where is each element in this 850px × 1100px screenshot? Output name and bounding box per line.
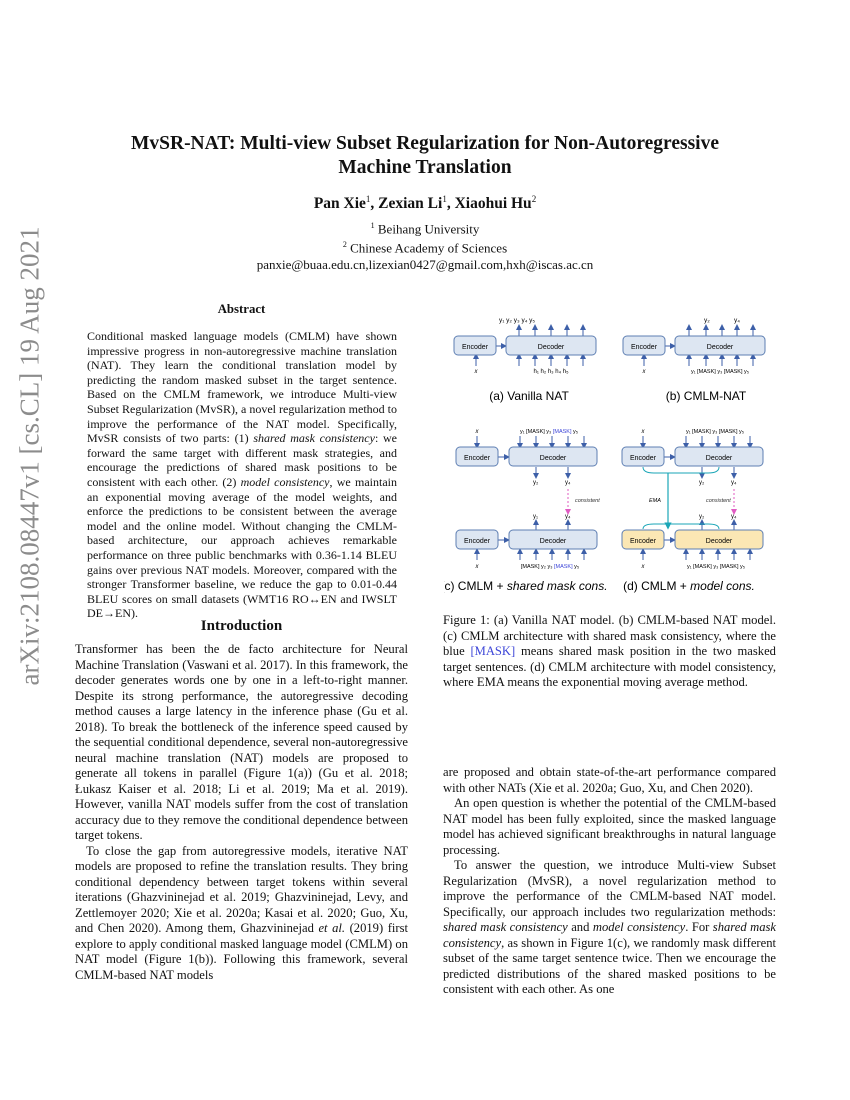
subcaption-c [444, 579, 608, 593]
panel-d [622, 429, 763, 570]
paragraph [443, 858, 776, 998]
paragraph-emphasis: model consistency [592, 920, 686, 934]
author-list: Pan Xie$^1$, Zexian Li$^1$, Xiaohui Hu$^2$ [313, 194, 537, 213]
author-name: Zexian Li [378, 195, 443, 213]
paragraph [75, 844, 408, 984]
y-tokens: y₄ [734, 317, 740, 324]
right-column-body [443, 765, 776, 998]
author-name: Xiaohui Hu [454, 195, 532, 213]
paragraph-text: . For [685, 920, 713, 934]
affiliation-2 [80, 237, 770, 256]
author-name: Pan Xie [313, 195, 366, 213]
panel-b [623, 317, 765, 375]
subcaption-text: (d) CMLM + [623, 579, 691, 593]
x-token: x [642, 369, 646, 375]
encoder-label: Encoder [629, 538, 657, 545]
x-token: x [641, 429, 645, 435]
affiliation-1 [80, 218, 770, 237]
arxiv-stamp-text: arXiv:2108.08447v1 [cs.CL] 19 Aug 2021 [14, 226, 45, 686]
figure-1 [444, 308, 784, 603]
paragraph-text: , as shown in Figure 1(c), we randomly mask different subset of the same target sentence twice. Then we encourage the predicted distributions of the shared masked positions to be consistent with each other. As one [443, 935, 776, 996]
affiliations [80, 218, 770, 273]
masked-target-tokens: y₁ [MASK] y₃ [MASK] y₅ [520, 429, 578, 435]
abstract-text: , we maintain an exponential moving average of the model weights, and enforce the predictions to be consistent between the average model and the online model. Without changing the CMLM-based architecture, our approach achieves remarkable performance on three public benchmarks with 0.36-1.14 BLEU gains over previous NAT models. Moreover, compared with the stronger Transformer baseline, we reduce the gap to 0.01-0.44 BLEU scores on small datasets (WMT16 RO↔EN and IWSLT DE→EN). [87, 474, 397, 621]
y-tokens: y₂ [704, 317, 710, 324]
affiliation-sup: 2 [342, 240, 347, 250]
ema-label: EMA [649, 498, 661, 504]
encoder-label: Encoder [630, 344, 658, 351]
masked-target-tokens: y₁ [MASK] y₃ [MASK] y₅ [687, 564, 745, 570]
x-token: x [641, 564, 645, 570]
figure-diagram [444, 308, 784, 603]
x-token: x [474, 369, 478, 375]
consistent-label: consistent [575, 498, 600, 504]
decoder-label: Decoder [706, 344, 734, 351]
affiliation-name: Beihang University [377, 221, 480, 237]
decoder-label: Decoder [705, 538, 733, 545]
author-sup: 1 [442, 194, 447, 204]
y-tokens: y₁ y₂ y₃ y₄ y₅ [498, 317, 536, 324]
title-line-2: Machine Translation [338, 157, 512, 178]
y-token: y₁ [533, 514, 539, 520]
y-token: y₄ [731, 480, 737, 486]
x-token: x [475, 564, 479, 570]
author-emails: panxie@buaa.edu.cn,lizexian0427@gmail.com,hxh@iscas.ac.cn [256, 256, 594, 272]
paragraph: are proposed and obtain state-of-the-art performance compared with other NATs (Xie et al. 2020a; Guo, Xu, and Chen 2020). [443, 765, 776, 795]
ema-brace [643, 467, 719, 473]
subcaption-text: (c) CMLM + [444, 579, 507, 593]
subcaption-emphasis: model cons. [690, 579, 755, 593]
y-token: y₄ [565, 514, 571, 520]
paragraph-text: (2019) first explore to apply conditional masked language model (CMLM) on NAT model (Figure 1(b)). Following this framework, several CMLM-based NAT models [75, 921, 408, 982]
ema-brace [643, 524, 719, 529]
masked-target-tokens: y₁ [MASK] y₃ [MASK] y₅ [691, 369, 749, 375]
arxiv-stamp [10, 226, 50, 700]
author-sup: 2 [531, 194, 537, 204]
y-token: y₄ [565, 480, 571, 486]
abstract-text: Conditional masked language models (CMLM) have shown impressive progress in non-autoregressive machine translation (NAT). They learn the conditional translation model by predicting the random masked subset in the target sentence. Based on the CMLM framework, we introduce Multi-view Subset Regularization (MvSR), a novel regularization method to improve the performance of the NAT model. Specifically, MvSR consists of two parts: (1) [87, 329, 397, 446]
subcaption-a: (a) Vanilla NAT [489, 389, 569, 403]
introduction-heading: Introduction [200, 618, 283, 634]
paragraph-text: To answer the question, we introduce Multi-view Subset Regularization (MvSR), a novel regularization method to improve the performance of the CMLM-based NAT model. Specifically, our approach includes two regularization methods: [443, 858, 776, 919]
encoder-label: Encoder [461, 344, 489, 351]
author-sup: 1 [365, 194, 371, 204]
abstract-emphasis: model consistency [240, 474, 330, 489]
abstract-body [87, 329, 397, 621]
y-token: y₂ [699, 480, 705, 486]
masked-target-tokens: y₁ [MASK] y₃ [MASK] y₅ [686, 429, 744, 435]
abstract-heading: Abstract [217, 302, 266, 316]
y-token: y₄ [731, 514, 737, 520]
paragraph-emphasis: shared mask consistency [443, 920, 568, 934]
caption-text: means shared mask position in the two masked target sentences. (d) CMLM architecture with model consistency, where EMA means the exponential moving average method. [443, 644, 776, 689]
affiliation-name: Chinese Academy of Sciences [350, 240, 508, 256]
abstract-emphasis: shared mask consistency [253, 431, 375, 446]
consistent-label: consistent [706, 498, 731, 504]
paragraph-text: and [567, 920, 593, 934]
paragraph: Transformer has been the de facto architecture for Neural Machine Translation (Vaswani et al. 2017). In this framework, the decoder generates words one by one in a left-to-right manner. Despite its strong performance, the autoregressive decoding method causes a large latency in the inference phase (Gu et al. 2018). To break the bottleneck of the inference speed caused by the sequential conditional dependence, several non-autoregressive neural machine translation (NAT) models are proposed to generate all tokens in parallel (Figure 1(a)) (Gu et al. 2018; Łukasz Kaiser et al. 2018; Li et al. 2019; Ma et al. 2019). However, vanilla NAT models suffer from the cost of translation accuracy due to they remove the conditional dependence between target tokens. [75, 642, 408, 842]
encoder-label: Encoder [463, 455, 491, 462]
paragraph: An open question is whether the potential of the CMLM-based NAT model has been fully exploited, since the masked language model has achieved significant breakthroughs in natural language processing. [443, 796, 776, 857]
caption-mask-token: [MASK] [470, 644, 516, 658]
panel-c [456, 429, 600, 570]
paragraph-text: To close the gap from autoregressive models, iterative NAT models are proposed to refine the translation results. They bring conditional dependency between target tokens within several iterations (Ghazvininejad et al. 2019; Ghazvininejad, Levy, and Zettlemoyer 2020; Xie et al. 2020a; Kasai et al. 2020; Guo, Xu, and Chen 2020). Among them, Ghazvininejad [75, 843, 408, 935]
abstract-text: : we forward the same target with different mask strategies, and encourage the predictions of shared mask positions to be consistent with each other. (2) [87, 431, 397, 489]
paragraph-emphasis: shared mask consistency [443, 920, 776, 950]
caption-text: Figure 1: (a) Vanilla NAT model. (b) CMLM-based NAT model. (c) CMLM architecture with shared mask consistency, where the blue [443, 613, 776, 658]
title-line-1: MvSR-NAT: Multi-view Subset Regularization for Non-Autoregressive [130, 133, 719, 154]
affiliation-sup: 1 [370, 221, 375, 230]
decoder-label: Decoder [539, 538, 567, 545]
x-token: x [475, 429, 479, 435]
subcaption-d [623, 579, 755, 593]
figure-caption [443, 613, 776, 691]
subcaption-emphasis: shared mask cons. [506, 579, 608, 593]
paper-title [80, 132, 770, 180]
subcaption-b: (b) CMLM-NAT [665, 389, 747, 403]
decoder-label: Decoder [539, 455, 567, 462]
introduction-body [75, 642, 408, 983]
encoder-label: Encoder [629, 455, 657, 462]
panel-a [454, 317, 596, 375]
y-token: y₂ [699, 514, 705, 520]
decoder-label: Decoder [705, 455, 733, 462]
y-token: y₂ [533, 480, 539, 486]
decoder-label: Decoder [537, 344, 565, 351]
masked-target-tokens: [MASK] y₂ y₃ [MASK] y₅ [520, 564, 580, 570]
paragraph-emphasis: et al. [318, 921, 346, 935]
h-tokens: h₁ h₂ h₃ h₄ h₅ [533, 369, 569, 375]
encoder-label: Encoder [463, 538, 491, 545]
